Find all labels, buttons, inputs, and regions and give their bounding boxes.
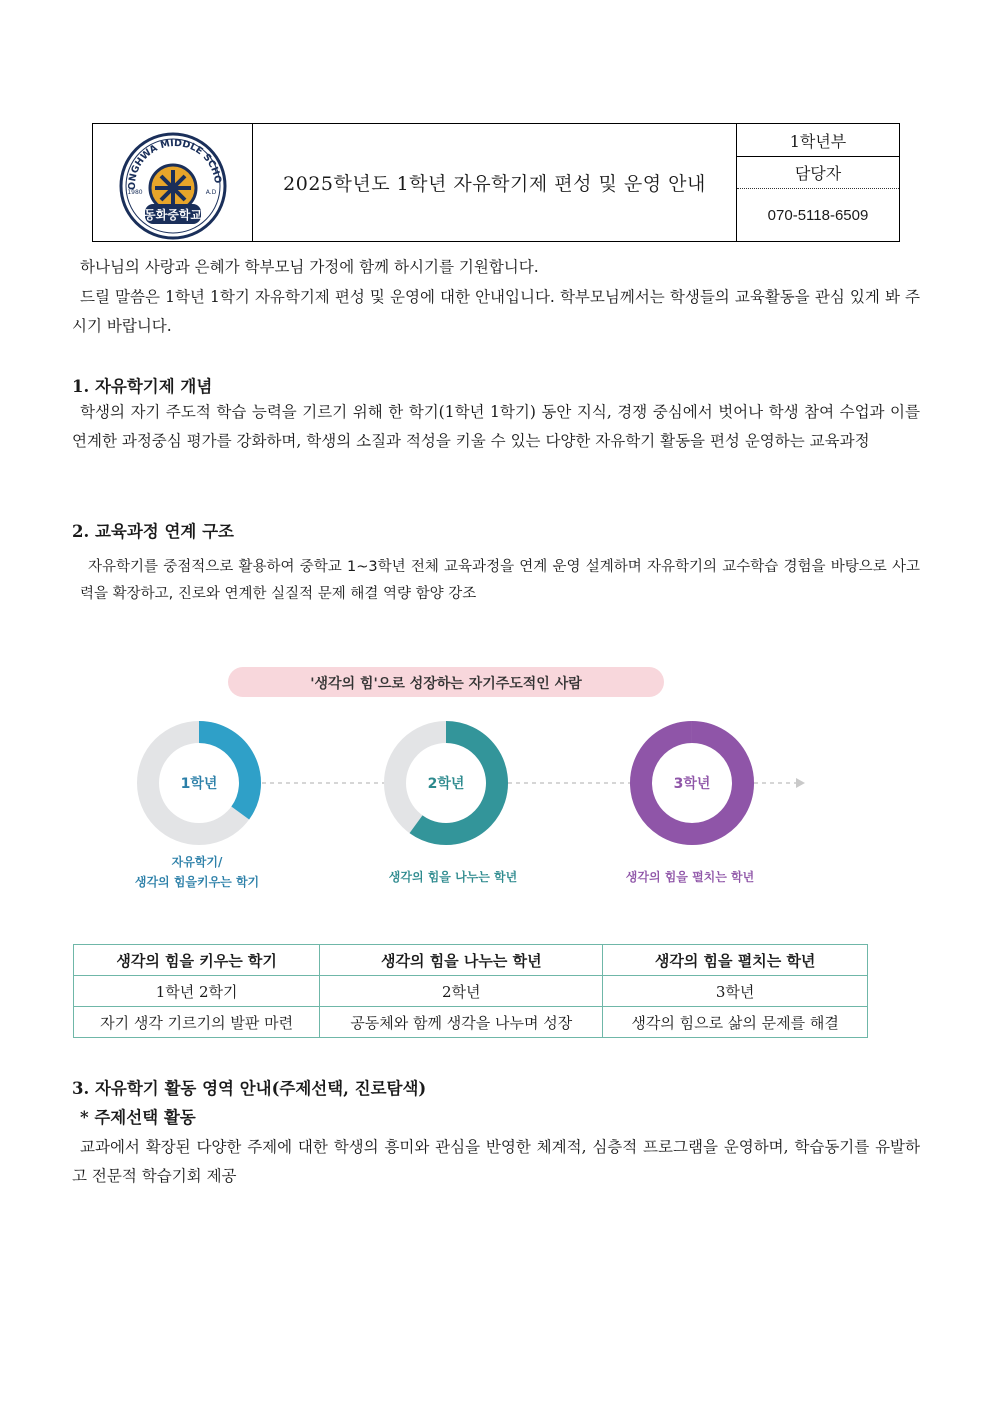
stage-1-caption-line2: 생각의 힘을키우는 학기 (134, 875, 260, 889)
table-header-cell: 생각의 힘을 나누는 학년 (320, 945, 603, 976)
stage-3-caption: 생각의 힘을 펼치는 학년 (625, 870, 755, 884)
table-header-row (74, 945, 868, 976)
table-header-cell: 생각의 힘을 키우는 학기 (74, 945, 320, 976)
table-cell: 생각의 힘으로 삶의 문제를 해결 (603, 1007, 868, 1038)
growth-diagram (0, 640, 992, 910)
intro-line2: 드릴 말씀은 1학년 1학기 자유학기제 편성 및 운영에 대한 안내입니다. 학부모님께서는 학생들의 교육활동을 관심 있게 봐 주시기 바랍니다. (72, 288, 920, 335)
intro-line1: 하나님의 사랑과 은혜가 학부모님 가정에 함께 하시기를 기원합니다. (80, 258, 539, 276)
stage-1-ring (135, 732, 259, 889)
logo-year: 1980 (127, 189, 143, 196)
document-header (92, 123, 900, 242)
stage-1-label: 1학년 (180, 776, 218, 792)
table-cell: 자기 생각 기르기의 발판 마련 (74, 1007, 320, 1038)
contact-cell (737, 124, 899, 241)
school-logo-cell (93, 124, 253, 241)
section1-heading: 1. 자유학기제 개념 (72, 377, 213, 396)
table-cell: 2학년 (320, 976, 603, 1007)
growth-diagram-svg (0, 640, 992, 910)
school-logo-icon (93, 124, 253, 241)
section3-heading: 3. 자유학기 활동 영역 안내(주제선택, 진로탐색) (72, 1079, 427, 1098)
department-label: 1학년부 (737, 124, 899, 157)
stage-3-ring (626, 732, 754, 884)
stage-2-label: 2학년 (427, 776, 465, 792)
table-cell: 3학년 (603, 976, 868, 1007)
stage-table (73, 944, 868, 1038)
stage-3-label: 3학년 (673, 776, 711, 792)
table-header-cell: 생각의 힘을 펼치는 학년 (603, 945, 868, 976)
section2-heading: 2. 교육과정 연계 구조 (72, 522, 234, 541)
logo-ad: A.D (205, 189, 217, 196)
table-row (74, 976, 868, 1007)
section1-body: 학생의 자기 주도적 학습 능력을 기르기 위해 한 학기(1학년 1학기) 동안 지식, 경쟁 중심에서 벗어나 학생 참여 수업과 이를 연계한 과정중심 평가를 강화하며, 학생의 소질과 적성을 키울 수 있는 다양한 자유학기 활동을 편성 운영하는 교육과정 (72, 403, 920, 450)
section3-subheading: * 주제선택 활동 (80, 1108, 196, 1127)
logo-arc-text: ONGHWA MIDDLE SCHO (126, 137, 224, 190)
table-row (74, 1007, 868, 1038)
section2-body: 자유학기를 중점적으로 활용하여 중학교 1~3학년 전체 교육과정을 연계 운영 설계하며 자유학기의 교수학습 경험을 바탕으로 사고력을 확장하고, 진로와 연계한 실질적 문제 해결 역량 함양 강조 (80, 559, 920, 602)
document-title: 2025학년도 1학년 자유학기제 편성 및 운영 안내 (253, 124, 737, 241)
section3-body: 교과에서 확장된 다양한 주제에 대한 학생의 흥미와 관심을 반영한 체계적, 심층적 프로그램을 운영하며, 학습동기를 유발하고 전문적 학습기회 제공 (72, 1138, 920, 1185)
stage-1-ring-arc (199, 732, 250, 813)
table-cell: 1학년 2학기 (74, 976, 320, 1007)
stage-2-ring (389, 732, 517, 884)
phone-number: 070-5118-6509 (767, 206, 869, 224)
logo-korean-name: 동화중학교 (144, 208, 202, 222)
banner-text: '생각의 힘'으로 성장하는 자기주도적인 사람 (310, 676, 582, 692)
table-cell: 공동체와 함께 생각을 나누며 성장 (320, 1007, 603, 1038)
stage-2-caption: 생각의 힘을 나누는 학년 (388, 870, 518, 884)
manager-label: 담당자 (737, 157, 899, 189)
arrow-head-icon (796, 778, 805, 788)
stage-1-caption-line1: 자유학기/ (171, 855, 223, 869)
